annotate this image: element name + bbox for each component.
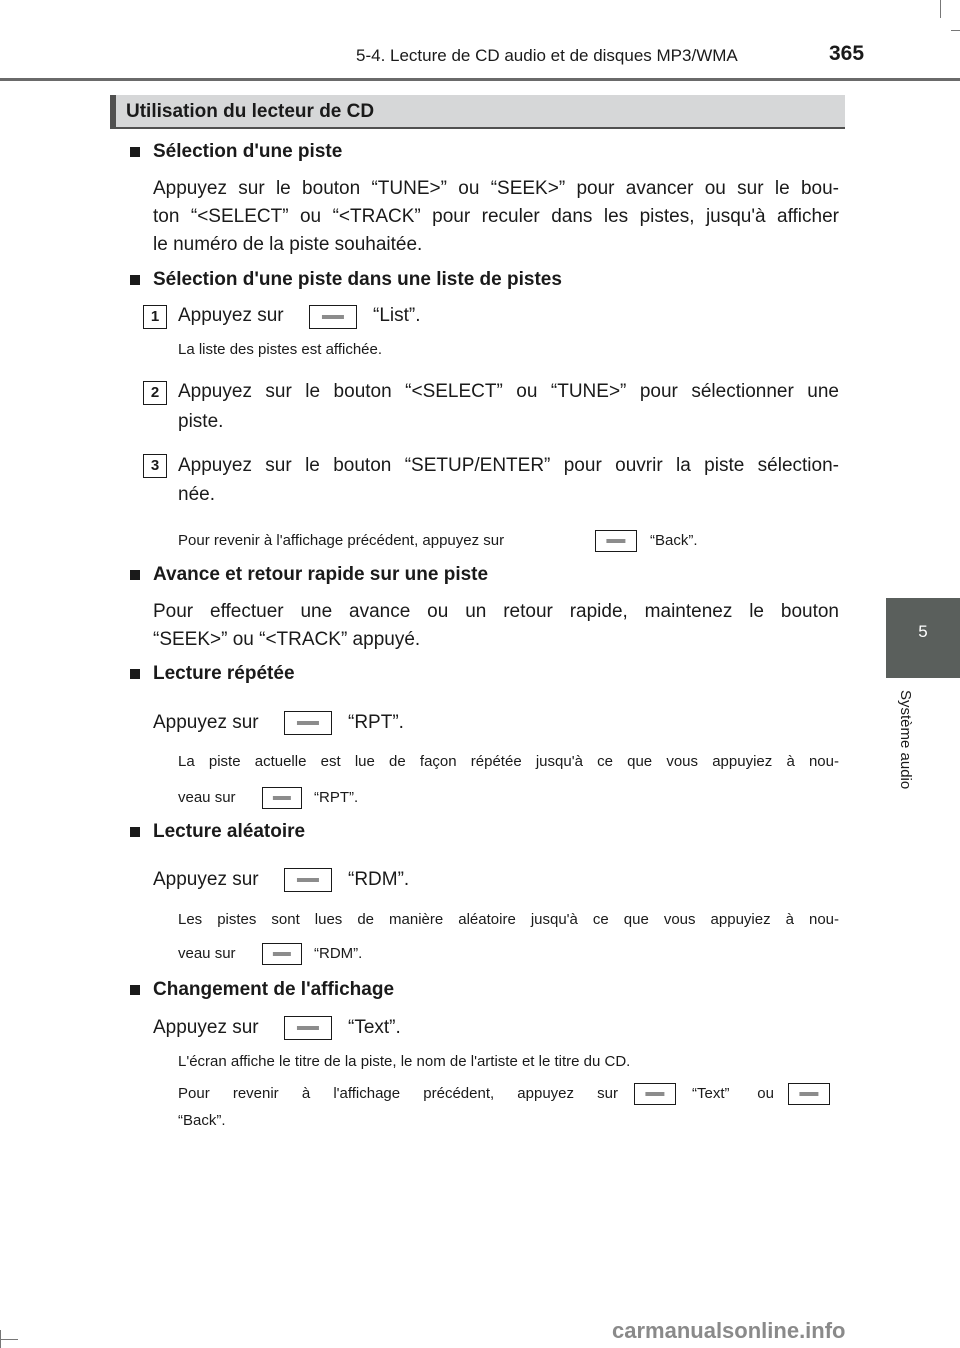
section-title: Utilisation du lecteur de CD bbox=[126, 101, 375, 122]
subheading-track-list: Sélection d'une piste dans une liste de pistes bbox=[153, 269, 562, 290]
paragraph-line: Appuyez sur le bouton “TUNE>” ou “SEEK>” pour avancer ou sur le bou- bbox=[153, 178, 839, 199]
note-text: La piste actuelle est lue de façon répétée jusqu'à ce que vous appuyiez à nou- bbox=[178, 753, 839, 770]
paragraph-line: “RPT”. bbox=[348, 712, 404, 733]
paragraph-line: ton “<SELECT” ou “<TRACK” pour reculer dans les pistes, jusqu'à afficher bbox=[153, 206, 839, 227]
step-number-1: 1 bbox=[143, 305, 167, 329]
subheading-random: Lecture aléatoire bbox=[153, 821, 306, 842]
subheading-repeat: Lecture répétée bbox=[153, 663, 295, 684]
text-key-icon bbox=[634, 1083, 676, 1105]
step-number-2: 2 bbox=[143, 381, 167, 405]
note-text: “RPT”. bbox=[314, 789, 359, 806]
step-text: Appuyez sur le bouton “<SELECT” ou “TUNE>” pour sélectionner une bbox=[178, 381, 839, 402]
note-text: “RDM”. bbox=[314, 945, 363, 962]
paragraph-line: Appuyez sur bbox=[153, 1017, 259, 1038]
note-text: Pour revenir à l'affichage précédent, appuyez sur bbox=[178, 1085, 618, 1102]
rdm-key-icon bbox=[284, 868, 332, 892]
rpt-key-icon bbox=[262, 787, 302, 809]
back-key-icon bbox=[788, 1083, 830, 1105]
bullet-square-icon bbox=[130, 275, 140, 285]
bullet-square-icon bbox=[130, 147, 140, 157]
header-rule bbox=[0, 78, 960, 81]
note-text: “Back”. bbox=[650, 532, 698, 549]
watermark: carmanualsonline.info bbox=[612, 1318, 846, 1343]
step-text: née. bbox=[178, 484, 215, 505]
step-text: Appuyez sur le bouton “SETUP/ENTER” pour ouvrir la piste sélection- bbox=[178, 455, 839, 476]
paragraph-line: “SEEK>” ou “<TRACK” appuyé. bbox=[153, 629, 421, 650]
note-text: veau sur bbox=[178, 789, 236, 806]
paragraph-line: Pour effectuer une avance ou un retour rapide, maintenez le bouton bbox=[153, 601, 839, 622]
crop-mark bbox=[940, 0, 941, 18]
step-text: Appuyez sur bbox=[178, 305, 284, 326]
chapter-tab-number: 5 bbox=[918, 622, 928, 641]
note-text: veau sur bbox=[178, 945, 236, 962]
page-number: 365 bbox=[829, 42, 865, 65]
note-text: Les pistes sont lues de manière aléatoire jusqu'à ce que vous appuyiez à nou- bbox=[178, 911, 839, 928]
bullet-square-icon bbox=[130, 669, 140, 679]
step-note: La liste des pistes est affichée. bbox=[178, 341, 383, 358]
paragraph-line: le numéro de la piste souhaitée. bbox=[153, 234, 423, 255]
crop-mark bbox=[0, 1339, 18, 1340]
subheading-track-select: Sélection d'une piste bbox=[153, 141, 343, 162]
note-text: “Back”. bbox=[178, 1112, 226, 1129]
paragraph-line: “Text”. bbox=[348, 1017, 401, 1038]
bullet-square-icon bbox=[130, 827, 140, 837]
paragraph-line: Appuyez sur bbox=[153, 869, 259, 890]
note-text: “Text” ou bbox=[692, 1085, 774, 1102]
note-text: L'écran affiche le titre de la piste, le nom de l'artiste et le titre du CD. bbox=[178, 1053, 631, 1070]
rpt-key-icon bbox=[284, 711, 332, 735]
paragraph-line: Appuyez sur bbox=[153, 712, 259, 733]
list-key-icon bbox=[309, 305, 357, 329]
rdm-key-icon bbox=[262, 943, 302, 965]
crop-mark bbox=[951, 30, 960, 31]
text-key-icon bbox=[284, 1016, 332, 1040]
bullet-square-icon bbox=[130, 570, 140, 580]
paragraph-line: “RDM”. bbox=[348, 869, 410, 890]
step-number-3: 3 bbox=[143, 454, 167, 478]
bullet-square-icon bbox=[130, 985, 140, 995]
back-key-icon bbox=[595, 530, 637, 552]
subheading-display: Changement de l'affichage bbox=[153, 979, 395, 1000]
subheading-fast: Avance et retour rapide sur une piste bbox=[153, 564, 489, 585]
step-text: piste. bbox=[178, 411, 224, 432]
step-text: “List”. bbox=[373, 305, 421, 326]
chapter-title: 5-4. Lecture de CD audio et de disques MP3/WMA bbox=[356, 46, 738, 65]
note-text: Pour revenir à l'affichage précédent, appuyez sur bbox=[178, 532, 505, 549]
